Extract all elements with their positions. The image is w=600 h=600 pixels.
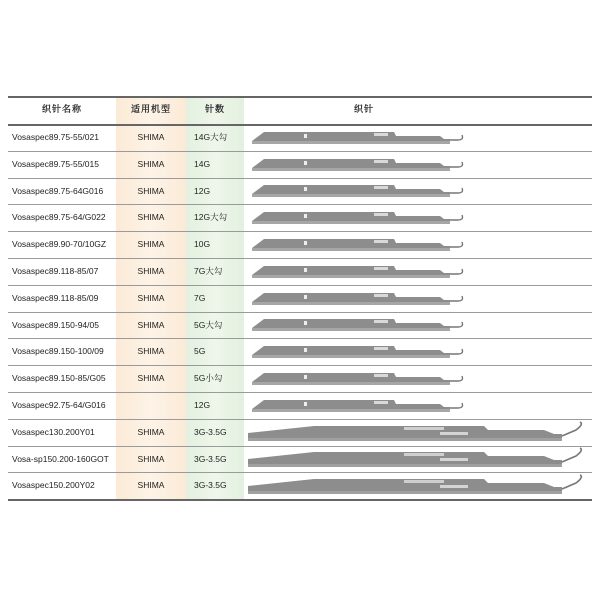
row-divider — [8, 178, 592, 179]
row-divider — [8, 151, 592, 152]
row-divider — [8, 365, 592, 366]
machine-model-cell: SHIMA — [137, 319, 165, 330]
table-row — [8, 312, 592, 339]
needle-name-cell: Vosaspec92.75-64/G016 — [12, 400, 106, 410]
gauge-cell: 12G大勾 — [194, 212, 228, 223]
table-row — [8, 151, 592, 178]
table-row — [8, 285, 592, 312]
gauge-cell: 12G — [194, 400, 211, 410]
short-latch-needle-icon — [244, 259, 592, 284]
machine-model-cell: SHIMA — [137, 292, 165, 303]
table-row — [8, 204, 592, 231]
short-latch-needle-icon — [244, 366, 592, 391]
short-latch-needle-icon — [244, 286, 592, 311]
machine-model-cell: SHIMA — [137, 239, 165, 250]
row-divider — [8, 392, 592, 393]
row-divider — [8, 419, 592, 420]
needle-name-cell: Vosaspec89.118-85/09 — [12, 292, 99, 303]
machine-model-cell: SHIMA — [137, 212, 165, 223]
gauge-cell: 14G — [194, 158, 211, 169]
header-needle-name: 织针名称 — [41, 105, 82, 115]
needle-name-cell: Vosaspec150.200Y02 — [12, 480, 95, 491]
long-latch-needle-icon — [244, 420, 592, 445]
table-row — [8, 365, 592, 392]
gauge-cell: 3G-3.5G — [194, 453, 227, 464]
gauge-cell: 12G — [194, 185, 211, 196]
row-divider — [8, 204, 592, 205]
machine-model-cell: SHIMA — [137, 132, 165, 142]
machine-model-cell: SHIMA — [137, 480, 165, 491]
row-divider — [8, 312, 592, 313]
machine-model-cell: SHIMA — [137, 158, 165, 169]
header-needle-image: 织针 — [353, 105, 374, 115]
row-divider — [8, 258, 592, 259]
gauge-cell: 5G小勾 — [194, 373, 223, 384]
needle-name-cell: Vosaspec89.150-100/09 — [12, 346, 104, 357]
short-latch-needle-icon — [244, 339, 592, 364]
needle-name-cell: Vosa-sp150.200-160GOT — [12, 453, 109, 464]
needle-name-cell: Vosaspec89.75-55/021 — [12, 132, 99, 142]
row-divider — [8, 96, 592, 98]
needle-name-cell: Vosaspec89.150-85/G05 — [12, 373, 106, 384]
needle-name-cell: Vosaspec89.118-85/07 — [12, 266, 99, 276]
table-row — [8, 338, 592, 365]
needle-spec-table — [8, 96, 592, 500]
machine-model-cell: SHIMA — [137, 373, 165, 384]
short-latch-needle-icon — [244, 312, 592, 337]
needle-name-cell: Vosaspec89.90-70/10GZ — [12, 239, 107, 250]
table-row — [8, 392, 592, 419]
gauge-cell: 10G — [194, 239, 211, 250]
machine-model-cell: SHIMA — [137, 266, 165, 276]
needle-name-cell: Vosaspec89.75-55/015 — [12, 158, 99, 169]
gauge-cell: 14G大勾 — [194, 132, 228, 142]
row-divider — [8, 472, 592, 473]
row-divider — [8, 446, 592, 447]
short-latch-needle-icon — [244, 393, 592, 418]
table-row — [8, 419, 592, 446]
table-row — [8, 472, 592, 499]
gauge-cell: 3G-3.5G — [194, 480, 227, 491]
short-latch-needle-icon — [244, 125, 592, 150]
needle-name-cell: Vosaspec89.75-64G016 — [12, 185, 104, 196]
machine-model-cell: SHIMA — [137, 346, 165, 357]
table-row — [8, 231, 592, 258]
row-divider — [8, 231, 592, 232]
long-latch-needle-icon — [244, 473, 592, 498]
short-latch-needle-icon — [244, 232, 592, 257]
machine-model-cell: SHIMA — [137, 453, 165, 464]
short-latch-needle-icon — [244, 205, 592, 230]
needle-name-cell: Vosaspec89.150-94/05 — [12, 319, 99, 330]
gauge-cell: 3G-3.5G — [194, 426, 227, 437]
header-machine-model: 适用机型 — [130, 105, 171, 115]
gauge-cell: 7G大勾 — [194, 266, 223, 276]
table-row — [8, 258, 592, 285]
machine-model-cell — [116, 392, 186, 417]
short-latch-needle-icon — [244, 178, 592, 203]
gauge-cell: 7G — [194, 292, 206, 303]
machine-model-cell: SHIMA — [137, 185, 165, 196]
table-row — [8, 178, 592, 205]
row-divider — [8, 499, 592, 501]
row-divider — [8, 338, 592, 339]
gauge-cell: 5G大勾 — [194, 319, 223, 330]
long-latch-needle-icon — [244, 446, 592, 471]
table-row — [8, 446, 592, 473]
machine-model-cell: SHIMA — [137, 426, 165, 437]
header-gauge: 针数 — [204, 105, 225, 115]
row-divider — [8, 285, 592, 286]
needle-name-cell: Vosaspec89.75-64/G022 — [12, 212, 106, 223]
row-divider — [8, 124, 592, 126]
short-latch-needle-icon — [244, 152, 592, 177]
needle-name-cell: Vosaspec130.200Y01 — [12, 426, 95, 437]
gauge-cell: 5G — [194, 346, 206, 357]
table-row — [8, 124, 592, 151]
